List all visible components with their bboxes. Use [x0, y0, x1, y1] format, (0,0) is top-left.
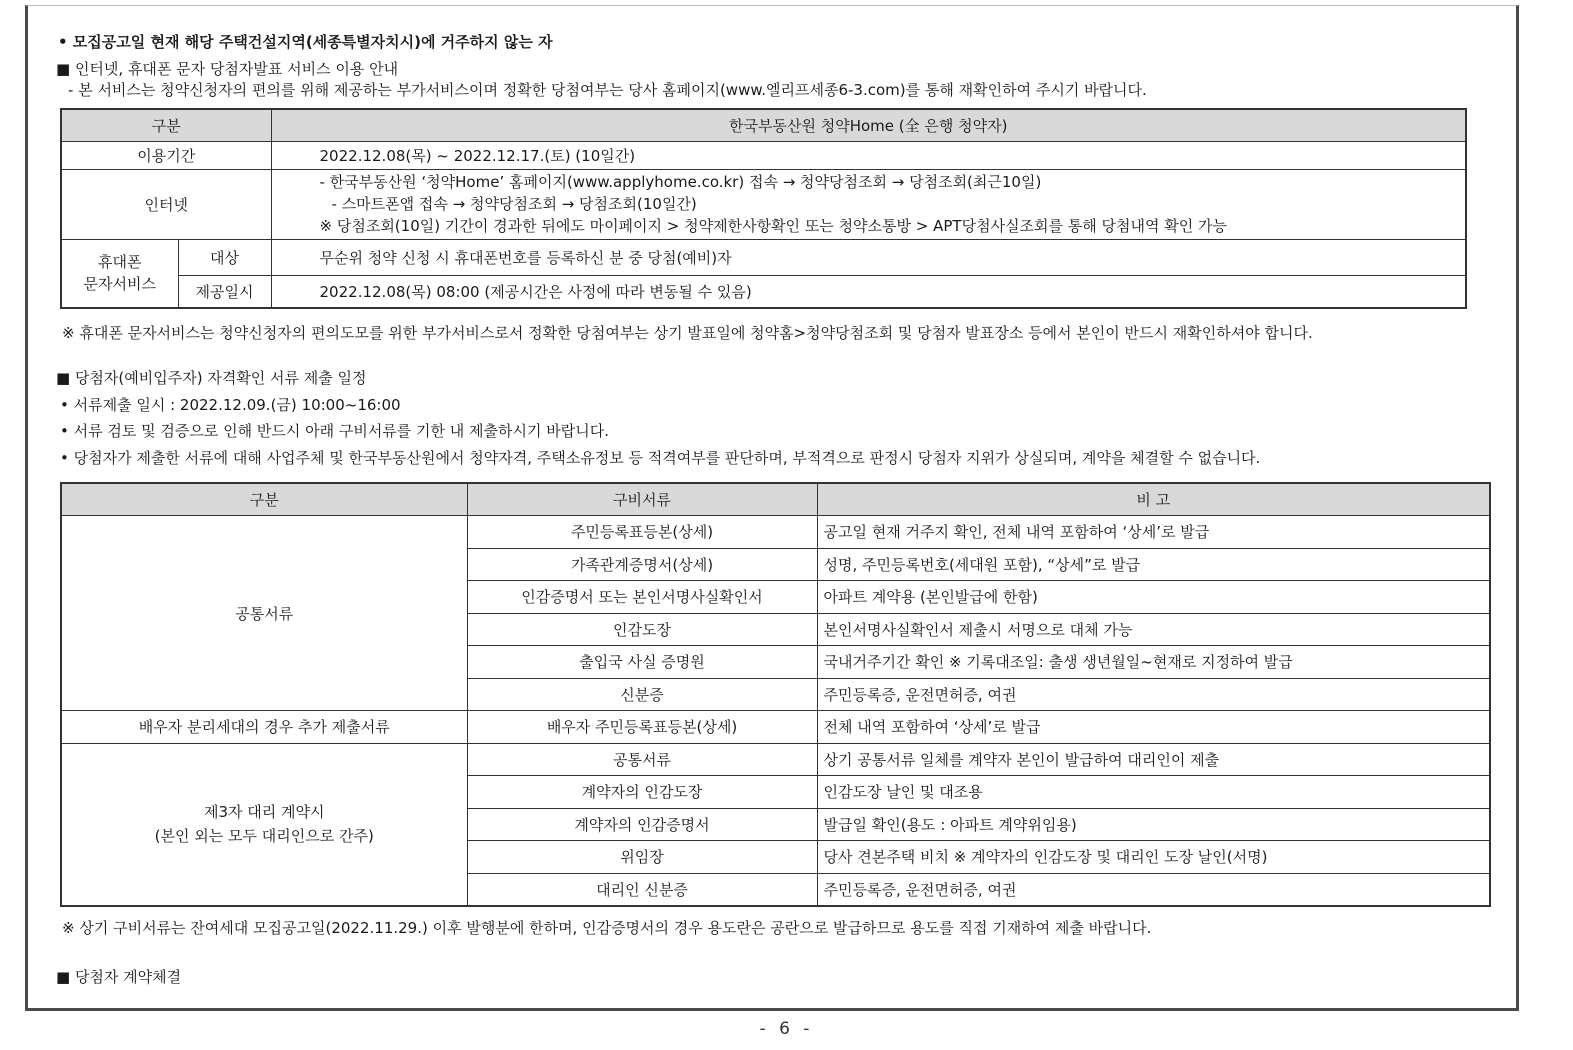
header-service: 한국부동산원 청약Home (全 은행 청약자) [271, 109, 1466, 141]
proxy-line-2: (본인 외는 모두 대리인으로 간주) [154, 827, 374, 846]
sms-target-label: 대상 [178, 239, 271, 275]
doc-cell: 인감증명서 또는 본인서명사실확인서 [467, 581, 817, 614]
note-cell: 아파트 계약용 (본인발급에 한함) [817, 581, 1490, 614]
note-cell: 인감도장 날인 및 대조용 [817, 776, 1490, 809]
doc-cell: 출입국 사실 증명원 [467, 646, 817, 679]
page-number: - 6 - [759, 1019, 814, 1039]
internet-label: 인터넷 [61, 169, 271, 239]
header-remarks: 비 고 [817, 483, 1490, 516]
announcement-service-table [60, 108, 1467, 309]
sms-label-line-2: 문자서비스 [83, 275, 156, 294]
doc-cell: 계약자의 인감도장 [467, 776, 817, 809]
group-proxy [61, 743, 467, 906]
sms-note: ※ 휴대폰 문자서비스는 청약신청자의 편의도모를 위한 부가서비스로서 정확한 당첨여부는 상기 발표일에 청약홈>청약당첨조회 및 당첨자 발표장소 등에서 본인이 반드시 재확인하셔야 합니다. [62, 324, 1313, 342]
notice-bullet: • 모집공고일 현재 해당 주택건설지역(세종특별자치시)에 거주하지 않는 자 [58, 33, 553, 51]
table-row [61, 743, 1490, 776]
section-heading-docs: ■ 당첨자(예비입주자) 자격확인 서류 제출 일정 [56, 369, 367, 387]
note-cell: 상기 공통서류 일체를 계약자 본인이 발급하여 대리인이 제출 [817, 743, 1490, 776]
sms-time-label: 제공일시 [178, 275, 271, 308]
note-cell: 당사 견본주택 비치 ※ 계약자의 인감도장 및 대리인 도장 날인(서명) [817, 841, 1490, 874]
docs-bullet-3: • 당첨자가 제출한 서류에 대해 사업주체 및 한국부동산원에서 청약자격, 주택소유정보 등 적격여부를 판단하며, 부적격으로 판정시 당첨자 지위가 상실되며, 계약을 체결할 수 없습니다. [60, 449, 1261, 467]
header-documents: 구비서류 [467, 483, 817, 516]
note-cell: 전체 내역 포함하여 ‘상세’로 발급 [817, 711, 1490, 744]
doc-cell: 배우자 주민등록표등본(상세) [467, 711, 817, 744]
internet-details [271, 169, 1466, 239]
note-cell: 본인서명사실확인서 제출시 서명으로 대체 가능 [817, 613, 1490, 646]
group-spouse: 배우자 분리세대의 경우 추가 제출서류 [61, 711, 467, 744]
section-heading-contract: ■ 당첨자 계약체결 [56, 968, 182, 986]
table-row [61, 516, 1490, 549]
table-row [61, 711, 1490, 744]
documents-note: ※ 상기 구비서류는 잔여세대 모집공고일(2022.11.29.) 이후 발행분에 한하며, 인감증명서의 경우 용도란은 공란으로 발급하므로 용도를 직접 기재하여 제출 바랍니다. [62, 919, 1152, 937]
sms-service-label [61, 239, 178, 308]
note-cell: 국내거주기간 확인 ※ 기록대조일: 출생 생년월일~현재로 지정하여 발급 [817, 646, 1490, 679]
period-value: 2022.12.08(목) ~ 2022.12.17.(토) (10일간) [271, 141, 1466, 169]
note-cell: 공고일 현재 거주지 확인, 전체 내역 포함하여 ‘상세’로 발급 [817, 516, 1490, 549]
docs-bullet-1: • 서류제출 일시 : 2022.12.09.(금) 10:00~16:00 [60, 396, 401, 414]
doc-cell: 위임장 [467, 841, 817, 874]
group-common: 공통서류 [61, 516, 467, 711]
doc-cell: 신분증 [467, 678, 817, 711]
note-cell: 주민등록증, 운전면허증, 여권 [817, 678, 1490, 711]
doc-cell: 가족관계증명서(상세) [467, 548, 817, 581]
note-cell: 주민등록증, 운전면허증, 여권 [817, 873, 1490, 906]
period-label: 이용기간 [61, 141, 271, 169]
internet-line-2: - 스마트폰앱 접속 → 청약당첨조회 → 당첨조회(10일간) [331, 195, 697, 213]
header-category: 구분 [61, 483, 467, 516]
note-cell: 발급일 확인(용도 : 아파트 계약위임용) [817, 808, 1490, 841]
sms-time-value: 2022.12.08(목) 08:00 (제공시간은 사정에 따라 변동될 수 있음) [271, 275, 1466, 308]
note-cell: 성명, 주민등록번호(세대원 포함), “상세”로 발급 [817, 548, 1490, 581]
section-heading-sms: ■ 인터넷, 휴대폰 문자 당첨자발표 서비스 이용 안내 [56, 60, 399, 78]
doc-cell: 대리인 신분증 [467, 873, 817, 906]
internet-line-3: ※ 당첨조회(10일) 기간이 경과한 뒤에도 마이페이지 > 청약제한사항확인 또는 청약소통방 > APT당첨사실조회를 통해 당첨내역 확인 가능 [319, 217, 1227, 235]
doc-cell: 공통서류 [467, 743, 817, 776]
docs-bullet-2: • 서류 검토 및 검증으로 인해 반드시 아래 구비서류를 기한 내 제출하시기 바랍니다. [60, 422, 610, 440]
proxy-line-1: 제3자 대리 계약시 [203, 803, 325, 822]
sms-target-value: 무순위 청약 신청 시 휴대폰번호를 등록하신 분 중 당첨(예비)자 [271, 239, 1466, 275]
doc-cell: 계약자의 인감증명서 [467, 808, 817, 841]
header-category: 구분 [61, 109, 271, 141]
sms-description: - 본 서비스는 청약신청자의 편의를 위해 제공하는 부가서비스이며 정확한 당첨여부는 당사 홈페이지(www.엘리프세종6-3.com)를 통해 재확인하여 주시기 바랍니다. [68, 81, 1147, 99]
internet-line-1: - 한국부동산원 ‘청약Home’ 홈페이지(www.applyhome.co.kr) 접속 → 청약당첨조회 → 당첨조회(최근10일) [319, 173, 1042, 191]
doc-cell: 주민등록표등본(상세) [467, 516, 817, 549]
required-documents-table [60, 482, 1491, 907]
sms-label-line-1: 휴대폰 [98, 253, 142, 272]
doc-cell: 인감도장 [467, 613, 817, 646]
